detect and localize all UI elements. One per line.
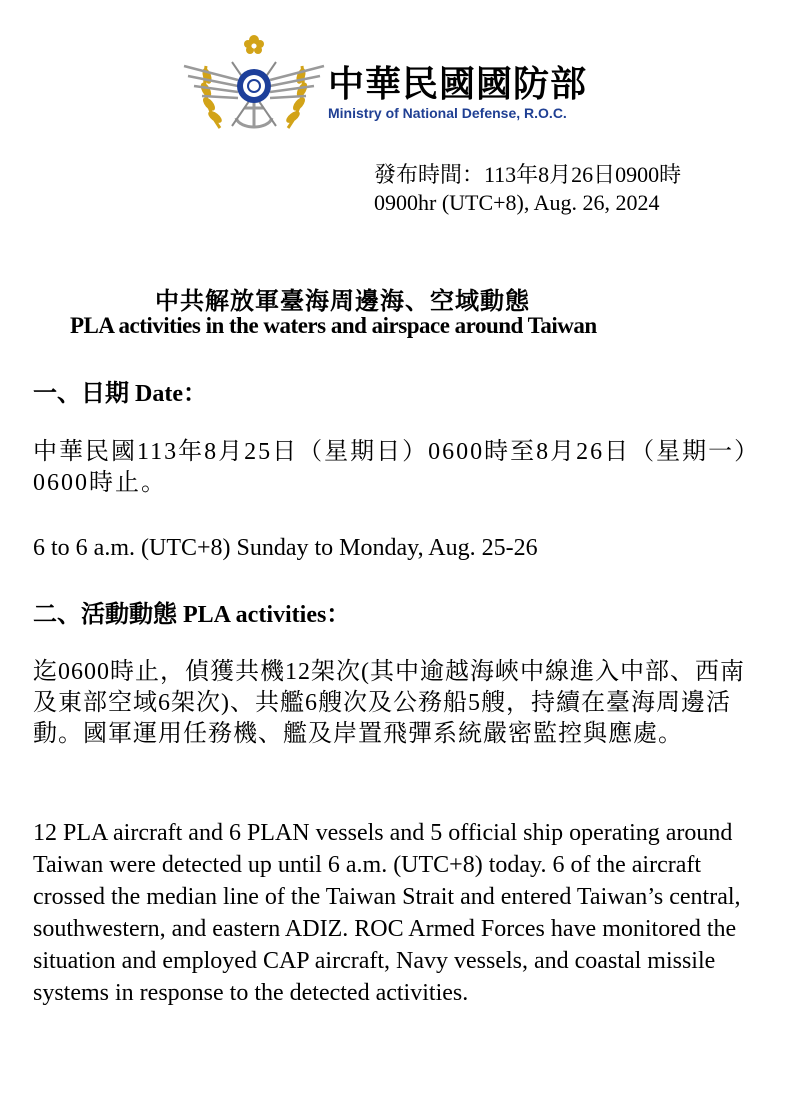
release-time-zh: 發布時間：113年8月26日0900時 [374, 162, 682, 187]
release-time-en: 0900hr (UTC+8), Aug. 26, 2024 [374, 190, 660, 215]
org-name-en: Ministry of National Defense, R.O.C. [328, 105, 567, 121]
activities-text-zh: 迄0600時止，偵獲共機12架次(其中逾越海峽中線進入中部、西南及東部空域6架次)、共艦6艘次及公務船5艘，持續在臺海周邊活動。國軍運用任務機、艦及岸置飛彈系統嚴密監控與應處。 [33, 659, 745, 747]
date-text-zh: 中華民國113年8月25日（星期日）0600時至8月26日（星期一）0600時止。 [33, 439, 761, 496]
activities-section-heading: 二、活動動態 PLA activities： [33, 602, 351, 628]
org-name-zh: 中華民國國防部 [328, 64, 588, 105]
plum-blossom-icon [244, 35, 264, 54]
ministry-emblem-icon [180, 32, 328, 140]
page-title-en: PLA activities in the waters and airspace around Taiwan [70, 313, 597, 338]
date-section-heading: 一、日期 Date： [33, 381, 207, 407]
white-sun-emblem-icon [237, 69, 271, 103]
date-text-en: 6 to 6 a.m. (UTC+8) Sunday to Monday, Aug. 25-26 [33, 535, 538, 561]
activities-text-en: 12 PLA aircraft and 6 PLAN vessels and 5 official ship operating around Taiwan were detected up until 6 a.m. (UTC+8) today. 6 of the aircraft crossed the median line of the Taiwan Strait and entered Taiwan’s central, southwestern, and eastern ADIZ. ROC Armed Forces have monitored the situation and employed CAP aircraft, Navy vessels, and coastal missile systems in response to the detected activities. [33, 820, 741, 1006]
page-title-zh: 中共解放軍臺海周邊海、空域動態 [155, 289, 530, 315]
